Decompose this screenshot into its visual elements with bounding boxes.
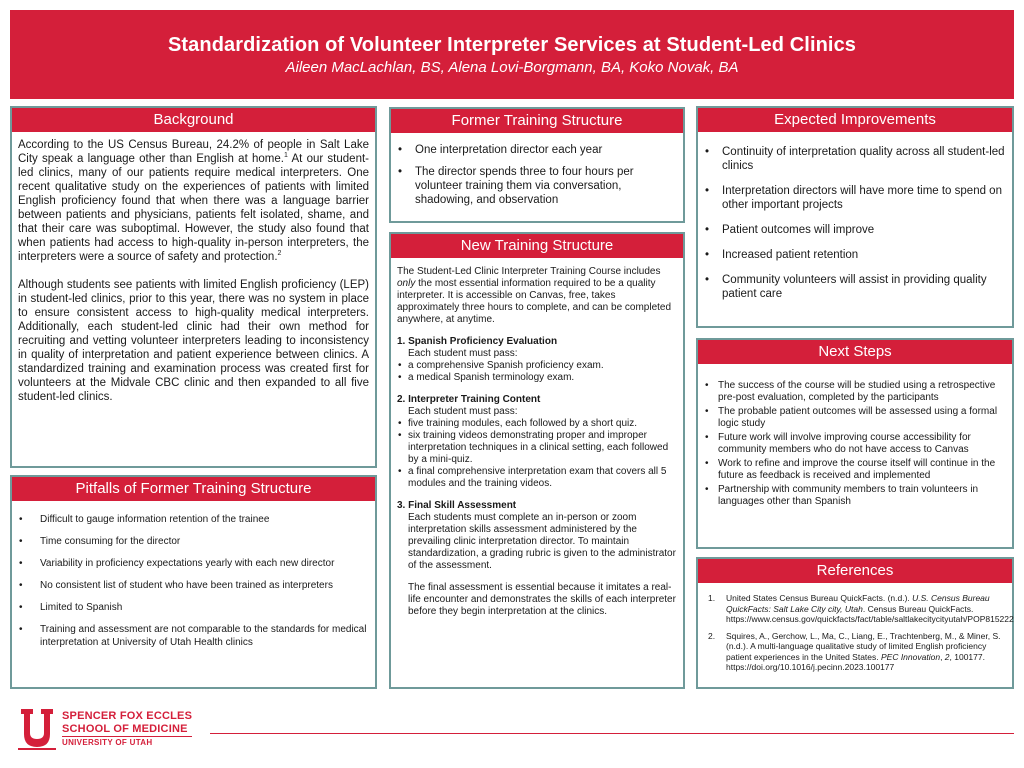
list-item: • Limited to Spanish xyxy=(18,601,369,614)
logo-line-3: UNIVERSITY OF UTAH xyxy=(62,736,192,747)
list-item: • Increased patient retention xyxy=(704,248,1006,262)
list-item: • Difficult to gauge information retention of the trainee xyxy=(18,513,369,526)
title-banner xyxy=(10,10,1014,99)
final-skill-paragraph-1: Each students must complete an in-person or zoom interpretation skills assessment administered by the prevailing clinic interpretation director. To maintain standardization, a grading rubric is given to the administrator of the assessment. xyxy=(408,512,676,571)
new-training-heading: New Training Structure xyxy=(391,234,683,258)
logo-line-1: SPENCER FOX ECCLES xyxy=(62,710,193,722)
expected-improvements-list xyxy=(704,145,1006,301)
pitfalls-heading: Pitfalls of Former Training Structure xyxy=(12,477,375,501)
poster-title: Standardization of Volunteer Interpreter Services at Student-Led Clinics xyxy=(167,34,857,56)
footer-divider xyxy=(210,733,1014,734)
former-training-heading: Former Training Structure xyxy=(391,109,683,133)
background-body xyxy=(12,132,375,404)
list-item: • Training and assessment are not comparable to the standards for medical interpretation at University of Utah Health clinics xyxy=(18,623,369,649)
list-item: • Time consuming for the director xyxy=(18,535,369,548)
list-item: • No consistent list of student who have been trained as interpreters xyxy=(18,579,369,592)
section-subtitle: Each student must pass: xyxy=(408,348,518,359)
new-training-panel xyxy=(389,232,685,689)
next-steps-panel xyxy=(696,338,1014,549)
list-item: • The director spends three to four hours per volunteer training them via conversation, shadowing, and observation xyxy=(397,165,677,207)
block-u-icon xyxy=(18,707,56,751)
section-spanish-proficiency xyxy=(397,336,677,384)
references-panel xyxy=(696,557,1014,689)
list-item: • Work to refine and improve the course itself will continue in the future as feedback is received and implemented xyxy=(704,458,1006,482)
section-final-skill xyxy=(397,500,677,618)
former-training-panel xyxy=(389,107,685,223)
list-item: • Variability in proficiency expectations yearly with each new director xyxy=(18,557,369,570)
list-item: • a medical Spanish terminology exam. xyxy=(397,372,677,384)
expected-improvements-panel xyxy=(696,106,1014,328)
section-title: 3. Final Skill Assessment xyxy=(397,500,517,511)
list-item: • Community volunteers will assist in providing quality patient care xyxy=(704,273,1006,301)
list-item: • Interpretation directors will have more time to spend on other important projects xyxy=(704,184,1006,212)
university-logo xyxy=(18,707,208,755)
references-list xyxy=(704,593,1014,673)
section-subtitle: Each student must pass: xyxy=(408,406,518,417)
background-panel xyxy=(10,106,377,468)
list-item: • Partnership with community members to train volunteers in languages other than Spanish xyxy=(704,484,1006,508)
section-title: 2. Interpreter Training Content xyxy=(397,394,541,405)
former-training-list xyxy=(397,143,677,207)
list-item: • a final comprehensive interpretation exam that covers all 5 modules and the training videos. xyxy=(397,466,677,490)
section-interpreter-training xyxy=(397,394,677,490)
list-item: • Future work will involve improving course accessibility for community members who do not have access to Canvas xyxy=(704,432,1006,456)
poster-authors: Aileen MacLachlan, BS, Alena Lovi-Borgmann, BA, Koko Novak, BA xyxy=(285,59,739,76)
pitfalls-panel xyxy=(10,475,377,689)
background-paragraph-1: According to the US Census Bureau, 24.2% of people in Salt Lake City speak a language other than English at home.$^1$ At our student-led clinics, many of our patients require medical interpreters. One recent qualitative study on the experiences of patients with limited English proficiency found that when there was a language barrier between patients and physicians, patients felt isolated, shame, and that their care was suboptimal. However, the study also found that when patients had access to high-quality in-person interpreters, the interpreters were a source of safety and protection.$^2$ xyxy=(18,139,369,263)
references-heading: References xyxy=(698,559,1012,583)
final-skill-paragraph-2: The final assessment is essential because it imitates a real-life encounter and demonstrates the skills of each interpreter before they begin interpretation at the clinics. xyxy=(408,582,676,617)
list-item: • Patient outcomes will improve xyxy=(704,223,1006,237)
next-steps-heading: Next Steps xyxy=(698,340,1012,364)
list-item: • The success of the course will be studied using a retrospective pre-post evaluation, completed by the participants xyxy=(704,380,1006,404)
pitfalls-list xyxy=(18,513,369,649)
reference-item: 1. United States Census Bureau QuickFacts. (n.d.). U.S. Census Bureau QuickFacts: Salt Lake City city, Utah. Census Bureau QuickFacts. https://www.census.gov/quickfacts/fact/table/saltlakecitycityutah/POP815222 xyxy=(708,593,1014,624)
logo-line-2: SCHOOL OF MEDICINE xyxy=(62,723,188,735)
section-title: 1. Spanish Proficiency Evaluation xyxy=(397,336,558,347)
list-item: • One interpretation director each year xyxy=(397,143,677,157)
background-heading: Background xyxy=(12,108,375,132)
list-item: • a comprehensive Spanish proficiency exam. xyxy=(397,360,677,372)
reference-item: 2. Squires, A., Gerchow, L., Ma, C., Liang, E., Trachtenberg, M., & Miner, S. (n.d.). A multi-language qualitative study of limited English proficiency patient experiences in the United States. PEC Innovation, 2, 100177. https://doi.org/10.1016/j.pecinn.2023.100177 xyxy=(708,630,1001,672)
list-item: • Continuity of interpretation quality across all student-led clinics xyxy=(704,145,1006,173)
list-item: • five training modules, each followed by a short quiz. xyxy=(397,418,677,430)
background-paragraph-2: Although students see patients with limited English proficiency (LEP) in student-led clinics, prior to this year, there was no system in place to ensure consistent access to high-quality medical interpreters. Additionally, each student-led clinic had their own method for recruiting and vetting volunteer interpreters leading to inconsistency in quality of interpretation and patient experience between clinics. A standardized training and examination process was created first for volunteers at the Midvale CBC clinic and then expanded to all five student-led clinics. xyxy=(18,279,369,403)
expected-improvements-heading: Expected Improvements xyxy=(698,108,1012,132)
next-steps-list xyxy=(704,380,1006,508)
list-item: • six training videos demonstrating proper and improper interpretation techniques in a clinical setting, each followed by a mini-quiz. xyxy=(397,430,677,466)
list-item: • The probable patient outcomes will be assessed using a formal logic study xyxy=(704,406,1006,430)
new-training-intro: The Student-Led Clinic Interpreter Training Course includes only the most essential information required to be a quality interpreter. It is accessible on Canvas, free, takes approximately three hours to complete, and can be completed anywhere, at anytime. xyxy=(397,266,672,325)
